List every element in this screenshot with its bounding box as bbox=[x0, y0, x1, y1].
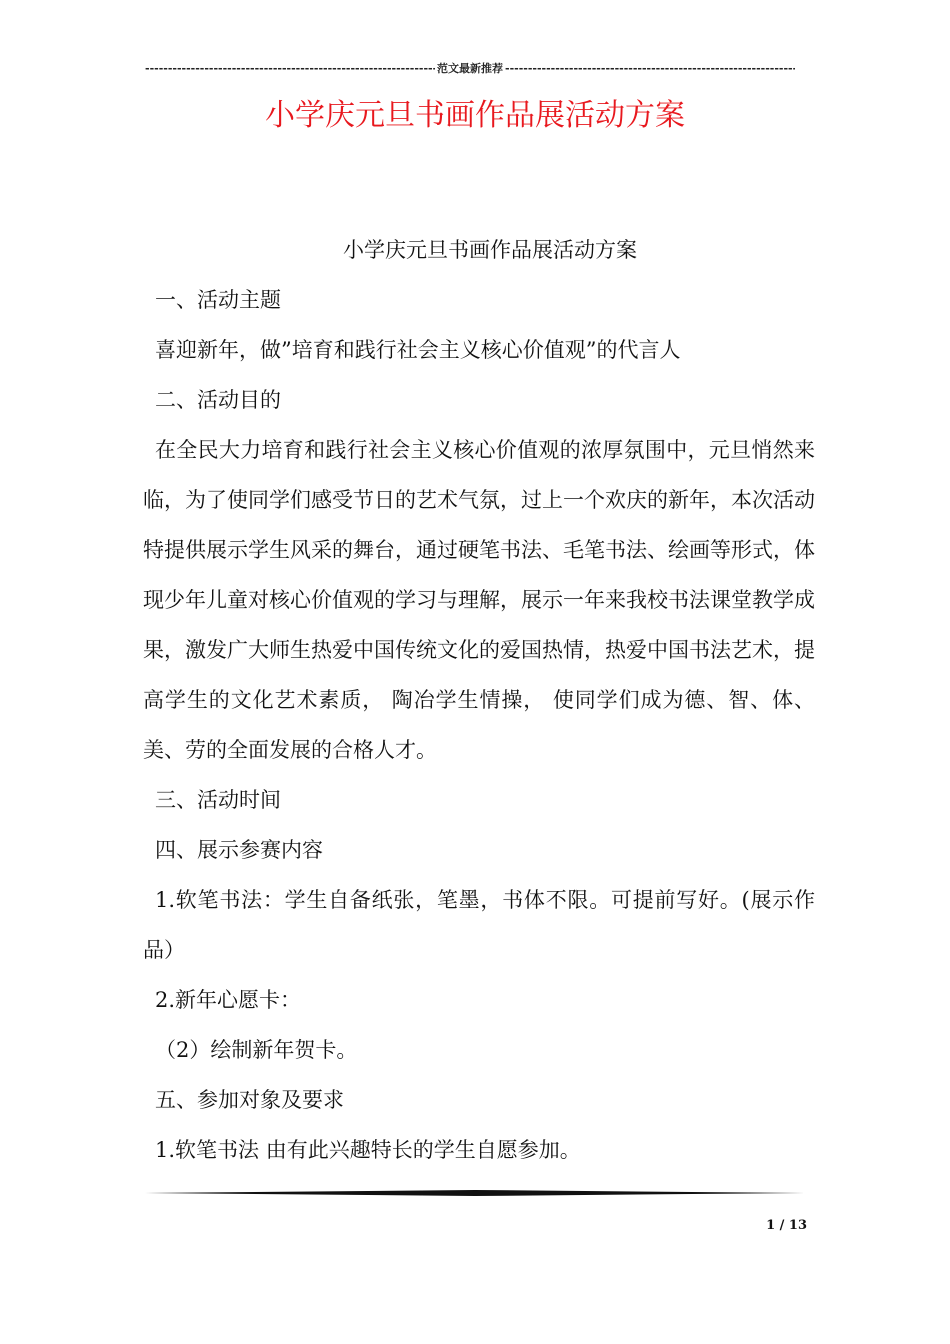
body-title: 小学庆元旦书画作品展活动方案 bbox=[343, 238, 637, 262]
page-number: 1 / 13 bbox=[766, 1218, 807, 1233]
section-2-body: 在全民大力培育和践行社会主义核心价值观的浓厚氛围中，元旦悄然来临，为了使同学们感受节日的艺术气氛，过上一个欢庆的新年，本次活动特提供展示学生风采的舞台，通过硬笔书法、毛笔书法、绘画等形式，体现少年儿童对核心价值观的学习与理解，展示一年来我校书法课堂教学成果，激发广大师生热爱中国传统文化的爱国热情，热爱中国书法艺术，提高学生的文化艺术素质， 陶冶学生情操， 使同学们成为德、智、体、美、劳的全面发展的合格人才。 bbox=[143, 438, 815, 762]
banner-right-dashes bbox=[505, 62, 795, 75]
banner-left-dashes bbox=[145, 62, 435, 75]
banner-label: 范文最新推荐 bbox=[437, 62, 503, 75]
section-4-item-3: （2）绘制新年贺卡。 bbox=[155, 1038, 358, 1062]
section-4-heading: 四、展示参赛内容 bbox=[155, 838, 323, 862]
section-1-heading: 一、活动主题 bbox=[155, 288, 281, 312]
section-3-heading: 三、活动时间 bbox=[155, 788, 281, 812]
document-title: 小学庆元旦书画作品展活动方案 bbox=[265, 98, 685, 133]
section-5-item-1: 1.软笔书法 由有此兴趣特长的学生自愿参加。 bbox=[155, 1138, 581, 1162]
section-5-heading: 五、参加对象及要求 bbox=[155, 1088, 344, 1112]
top-banner bbox=[145, 60, 795, 76]
section-2-heading: 二、活动目的 bbox=[155, 388, 281, 412]
section-4-item-2: 2.新年心愿卡： bbox=[155, 988, 302, 1012]
section-1-body: 喜迎新年，做”培育和践行社会主义核心价值观”的代言人 bbox=[155, 338, 681, 362]
section-4-item-1: 1.软笔书法：学生自备纸张，笔墨，书体不限。可提前写好。(展示作品） bbox=[143, 888, 815, 962]
document-body bbox=[143, 225, 815, 1175]
footer-rule bbox=[145, 1190, 805, 1196]
